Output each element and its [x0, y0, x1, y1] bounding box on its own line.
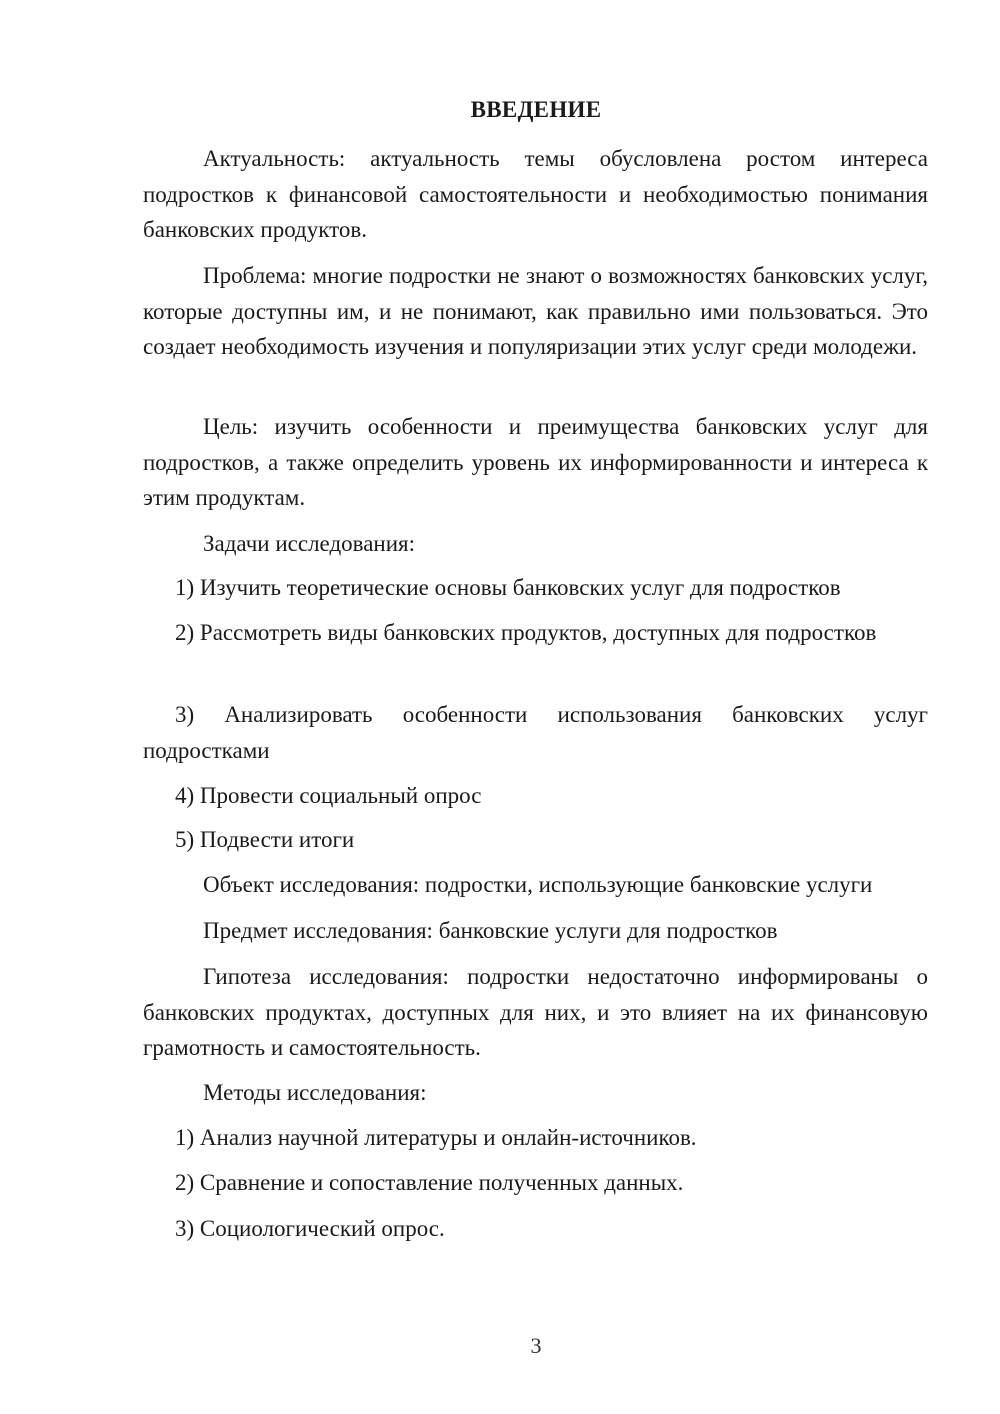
task-item: 4) Провести социальный опрос — [175, 783, 482, 808]
method-item: 1) Анализ научной литературы и онлайн-источников. — [175, 1125, 697, 1150]
methods-title: Методы исследования: — [203, 1080, 427, 1105]
page-number: 3 — [530, 1333, 542, 1358]
method-item: 2) Сравнение и сопоставление полученных данных. — [175, 1170, 684, 1195]
problem-paragraph: Проблема: многие подростки не знают о возможностях банковских услуг, которые доступны им, и не понимают, как правильно ими пользоваться. Это создает необходимость изучения и популяризации этих услуг среди молодежи. — [143, 263, 928, 359]
hypothesis-paragraph: Гипотеза исследования: подростки недостаточно информированы о банковских продуктах, доступных для них, и это влияет на их финансовую грамотность и самостоятельность. — [143, 964, 928, 1060]
goal-paragraph: Цель: изучить особенности и преимущества банковских услуг для подростков, а также определить уровень их информированности и интереса к этим продуктам. — [143, 414, 928, 510]
task-item: 1) Изучить теоретические основы банковских услуг для подростков — [175, 575, 841, 600]
relevance-paragraph: Актуальность: актуальность темы обусловлена ростом интереса подростков к финансовой самостоятельности и необходимостью понимания банковских продуктов. — [143, 146, 928, 242]
tasks-title: Задачи исследования: — [203, 531, 416, 556]
object-line: Объект исследования: подростки, использующие банковские услуги — [203, 872, 873, 897]
task-item: 3) Анализировать особенности использования банковских услуг подростками — [143, 702, 928, 763]
task-item: 2) Рассмотреть виды банковских продуктов, доступных для подростков — [175, 620, 877, 645]
method-item: 3) Социологический опрос. — [175, 1216, 445, 1241]
subject-line: Предмет исследования: банковские услуги для подростков — [203, 918, 778, 943]
task-item: 5) Подвести итоги — [175, 827, 355, 852]
section-heading: ВВЕДЕНИЕ — [470, 97, 602, 122]
